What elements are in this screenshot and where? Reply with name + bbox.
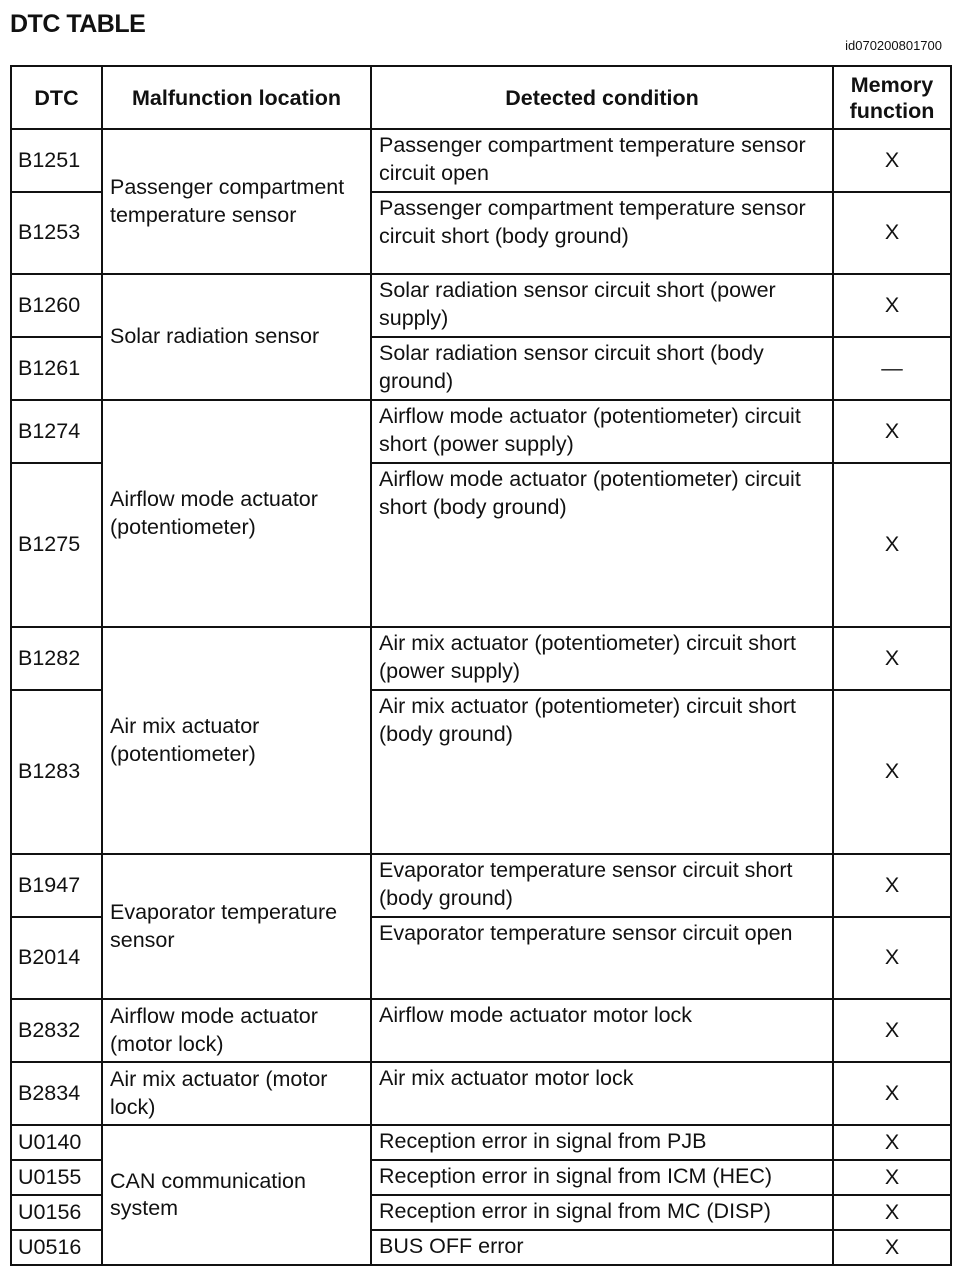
document-id: id070200801700 [845,38,942,53]
header-row [11,66,951,129]
dtc-code: B1947 [11,854,102,917]
memory-function: X [833,999,951,1062]
malfunction-location: CAN communication system [102,1125,371,1265]
detected-condition: Air mix actuator motor lock [371,1062,833,1125]
dtc-code: B1253 [11,192,102,274]
page-title: DTC TABLE [10,10,146,38]
memory-function: X [833,690,951,854]
detected-condition: Solar radiation sensor circuit short (body ground) [371,337,833,400]
detected-condition: Passenger compartment temperature sensor circuit open [371,129,833,192]
memory-function: X [833,627,951,690]
table-row [11,129,951,192]
memory-function: X [833,1160,951,1195]
memory-function: X [833,917,951,999]
malfunction-location: Air mix actuator (potentiometer) [102,627,371,854]
detected-condition: Passenger compartment temperature sensor circuit short (body ground) [371,192,833,274]
dtc-code: B2834 [11,1062,102,1125]
detected-condition: Air mix actuator (potentiometer) circuit short (body ground) [371,690,833,854]
dtc-code: B2014 [11,917,102,999]
malfunction-location: Solar radiation sensor [102,274,371,400]
dtc-table [10,65,952,1266]
table-row [11,1125,951,1160]
malfunction-location: Air mix actuator (motor lock) [102,1062,371,1125]
detected-condition: Reception error in signal from PJB [371,1125,833,1160]
malfunction-location: Passenger compartment temperature sensor [102,129,371,274]
memory-function: X [833,1062,951,1125]
memory-function: X [833,1125,951,1160]
header-memory-line1: Memory [850,72,934,97]
table-row [11,854,951,917]
memory-function: X [833,129,951,192]
table-row [11,999,951,1062]
detected-condition: BUS OFF error [371,1230,833,1265]
dtc-code: B1260 [11,274,102,337]
memory-function: X [833,192,951,274]
table-row [11,274,951,337]
dtc-code: U0156 [11,1195,102,1230]
header-condition: Detected condition [371,66,833,129]
detected-condition: Airflow mode actuator (potentiometer) circuit short (power supply) [371,400,833,463]
dtc-code: U0140 [11,1125,102,1160]
detected-condition: Solar radiation sensor circuit short (power supply) [371,274,833,337]
memory-function: X [833,1195,951,1230]
dtc-code: B1283 [11,690,102,854]
malfunction-location: Airflow mode actuator (potentiometer) [102,400,371,627]
memory-function: X [833,1230,951,1265]
dtc-code: B1251 [11,129,102,192]
malfunction-location: Evaporator temperature sensor [102,854,371,999]
detected-condition: Reception error in signal from MC (DISP) [371,1195,833,1230]
table-row [11,1062,951,1125]
memory-function: — [833,337,951,400]
header-memory [833,66,951,129]
memory-function: X [833,274,951,337]
dtc-code: B1261 [11,337,102,400]
dtc-code: B1274 [11,400,102,463]
header-location: Malfunction location [102,66,371,129]
table-row [11,627,951,690]
dtc-code: U0155 [11,1160,102,1195]
dtc-code: B1275 [11,463,102,627]
memory-function: X [833,400,951,463]
detected-condition: Airflow mode actuator motor lock [371,999,833,1062]
table-row [11,400,951,463]
detected-condition: Evaporator temperature sensor circuit short (body ground) [371,854,833,917]
dtc-code: B2832 [11,999,102,1062]
dtc-code: U0516 [11,1230,102,1265]
detected-condition: Air mix actuator (potentiometer) circuit short (power supply) [371,627,833,690]
detected-condition: Airflow mode actuator (potentiometer) circuit short (body ground) [371,463,833,627]
header-memory-line2: function [849,98,935,123]
memory-function: X [833,854,951,917]
detected-condition: Reception error in signal from ICM (HEC) [371,1160,833,1195]
memory-function: X [833,463,951,627]
header-dtc: DTC [11,66,102,129]
malfunction-location: Airflow mode actuator (motor lock) [102,999,371,1062]
dtc-code: B1282 [11,627,102,690]
detected-condition: Evaporator temperature sensor circuit open [371,917,833,999]
